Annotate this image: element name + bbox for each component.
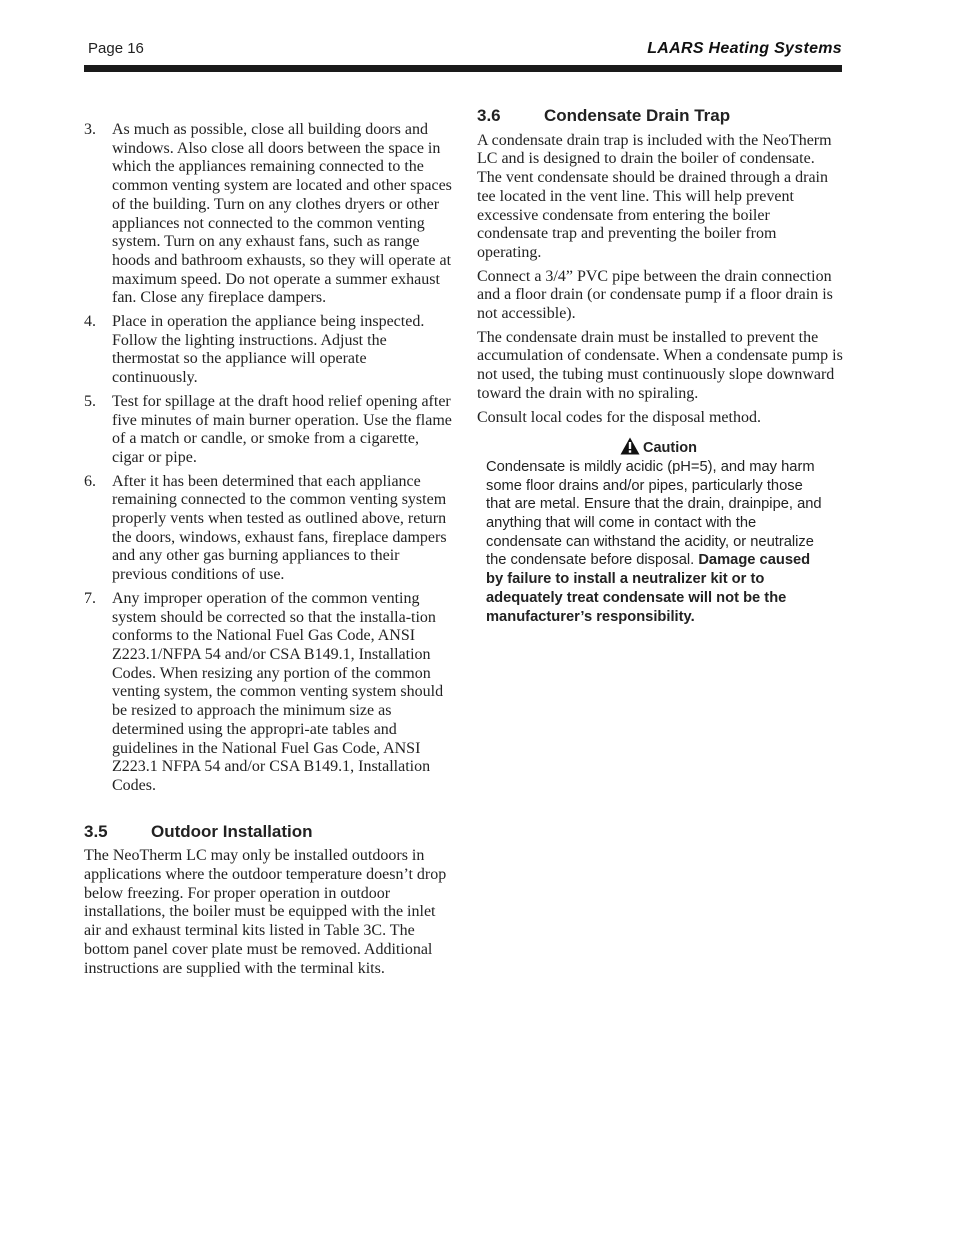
right-column (477, 107, 843, 626)
caution-title: Caution (643, 440, 697, 457)
paragraph: Consult local codes for the disposal method. (477, 408, 761, 426)
section-outdoor-installation (84, 823, 452, 979)
caution-box (486, 437, 831, 626)
list-item-text: After it has been determined that each appliance remaining connected to the common venting system properly vents when tested as outlined above, return the doors, windows, exhaust fans, fireplace dampers and any other gas burning appliances to their previous conditions of use. (112, 472, 447, 584)
list-item-number: 3. (84, 121, 96, 138)
section-number: 3.6 (477, 106, 501, 125)
list-item-number: 5. (84, 392, 96, 410)
list-item-number: 7. (84, 589, 96, 607)
section-number: 3.5 (84, 821, 108, 841)
caution-text: Condensate is mildly acidic (pH=5), and may harm some floor drains and/or pipes, particularly those that are metal. Ensure that the drain, drainpipe, and anything that will come in contact with the condensate can withstand the acidity, or neutralize the condensate before disposal. (486, 458, 822, 569)
paragraph: Connect a 3/4” PVC pipe between the drain connection and a floor drain (or condensate pump if a floor drain is not accessible). (477, 267, 833, 323)
list-item-number: 6. (84, 472, 96, 490)
list-item-number: 4. (84, 313, 96, 331)
warning-triangle-icon (620, 437, 640, 455)
section-heading (84, 823, 452, 842)
list-item-text: Any improper operation of the common venting system should be corrected so that the installa-tion conforms to the National Fuel Gas Code, ANSI Z223.1/NFPA 54 and/or CSA B149.1, Installation Codes. When resizing any portion of the common venting system, the common venting system should be resized to approach the minimum size as determined using the appropri-ate tables and guidelines in the National Fuel Gas Code, ANSI Z223.1 NFPA 54 and/or CSA B149.1, Installation Codes. (112, 589, 444, 794)
list-item (84, 473, 452, 585)
list-item (84, 393, 452, 468)
header-rule (84, 65, 842, 72)
caution-bold-text: Damage caused by failure to install a neutralizer kit or to adequately treat condensate will not be the manufacturer’s responsibility. (486, 552, 811, 625)
left-column (84, 121, 452, 983)
list-item-text: Place in operation the appliance being inspected. Follow the lighting instructions. Adjust the thermostat so the appliance will operate continuously. (112, 313, 425, 387)
list-item (84, 590, 452, 796)
section-heading (477, 107, 843, 126)
caution-body (486, 458, 831, 626)
list-item-text: Test for spillage at the draft hood relief opening after five minutes of main burner operation. Use the flame of a match or candle, or smoke from a cigarette, cigar or pipe. (112, 392, 452, 466)
section-body: The NeoTherm LC may only be installed outdoors in applications where the outdoor temperature doesn’t drop below freezing. For proper operation in outdoor installations, the boiler must be equipped with the inlet air and exhaust terminal kits listed in Table 3C. The bottom panel cover plate must be removed. Additional instructions are supplied with the terminal kits. (84, 847, 447, 977)
list-item (84, 313, 452, 388)
list-item-text: As much as possible, close all building doors and windows. Also close all doors between the space in which the appliances remaining connected to the common venting system are located and other spaces of the building. Turn on any clothes dryers or other appliances not connected to the common venting system. Turn on any exhaust fans, such as range hoods and bathroom exhausts, so they will operate at maximum speed. Do not operate a summer exhaust fan. Close any fireplace dampers. (112, 121, 452, 307)
section-title: Condensate Drain Trap (544, 106, 731, 125)
paragraph: The condensate drain must be installed to prevent the accumulation of condensate. When a condensate pump is not used, the tubing must continuously slope downward toward the drain with no spiraling. (477, 328, 843, 402)
caution-heading (486, 437, 831, 458)
list-item (84, 121, 452, 308)
page-number: Page 16 (88, 40, 144, 57)
section-title: Outdoor Installation (151, 821, 313, 841)
venting-steps-list (84, 121, 452, 796)
paragraph: A condensate drain trap is included with the NeoTherm LC and is designed to drain the boiler of condensate. The vent condensate should be drained through a drain tee located in the vent line. This will help prevent excessive condensate from entering the boiler condensate trap and preventing the boiler from operating. (477, 131, 832, 261)
brand-name: LAARS Heating Systems (647, 40, 842, 57)
